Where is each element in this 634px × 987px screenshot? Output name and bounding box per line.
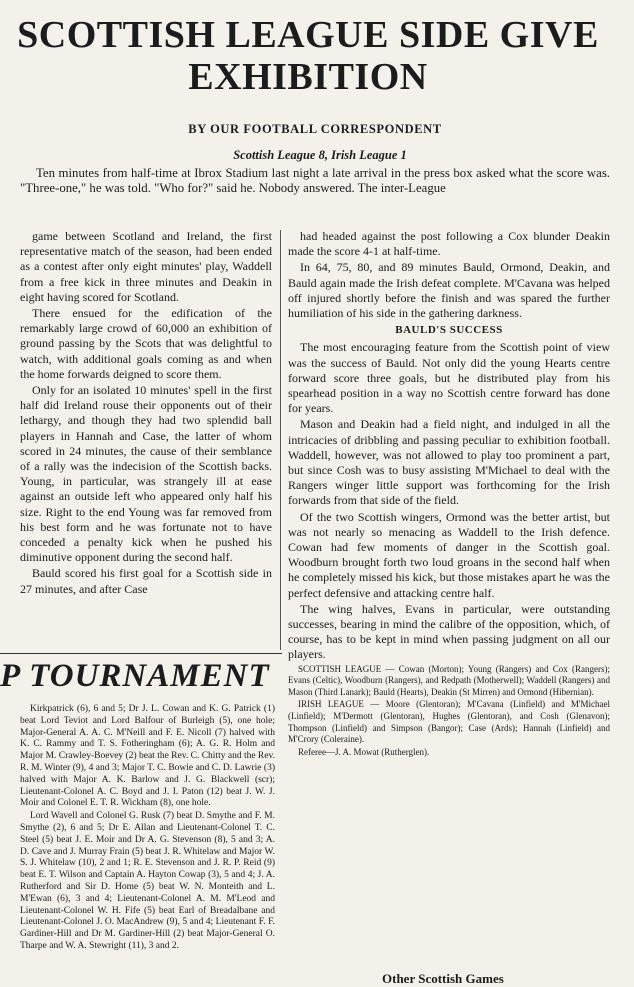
paragraph: Of the two Scottish wingers, Ormond was the better artist, but was not nearly so menacing as Waddell to the Irish defence. Cowan had few moments of danger in the Scottish goal. Woodburn brought forth two loud groans in the second half when he completely missed his kick, but those mistakes apart he was the perfect defensive and attacking centre half.: [288, 509, 610, 600]
section-rule: [0, 653, 282, 654]
paragraph: The wing halves, Evans in particular, were outstanding successes, bearing in mind the calibre of the opposition, which, of course, has to be kept in mind when passing judgment on all our players.: [288, 601, 610, 662]
paragraph: Lord Wavell and Colonel G. Rusk (7) beat D. Smythe and F. M. Smythe (2), 6 and 5; Dr E. Allan and Lieutenant-Colonel T. C. Steel (5) beat J. E. Moir and Dr A. G. Stevenson (8), 5 and 3; A. D. Cave and J. Murray Frain (5) beat J. R. Whitelaw and Major W. S. J. Whitelaw (10), 2 and 1; R. E. Stevenson and J. R. P. Reid (9) beat E. T. Wilson and Captain A. Hayton Cowap (3), 5 and 4; J. A. Rutherford and Sir D. Home (5) beat W. N. Monteith and L. M'Ewan (6), 3 and 4; Lieutenant-Colonel A. M. M'Leod and Lieutenant-Colonel W. H. Fife (5) beat Earl of Breadalbane and Lieutenant-Colonel J. O. MacAndrew (9), 5 and 4; Lieutenant F. F. Gardiner-Hill and Dr M. Gardiner-Hill (2) beat Major-General O. Tharpe and W. A. Stewright (11), 3 and 2.: [20, 811, 275, 951]
column-rule: [280, 230, 281, 650]
byline: BY OUR FOOTBALL CORRESPONDENT: [188, 122, 442, 136]
paragraph: Only for an isolated 10 minutes' spell in the first half did Ireland rouse their opponents out of their lethargy, and though they had two splendid ball players in Hannah and Case, the latter of whom scored in 24 minutes, the cause of their semblance of a rally was the indecision of the Scottish backs. Young, in particular, was strangely ill at ease against an outside left who appeared only half his size. Right to the end Young was far removed from his best form and he was fortunate not to have conceded a penalty kick when he pushed his diminutive opponent during the second half.: [20, 383, 272, 565]
headline-line-2: EXHIBITION: [188, 56, 428, 98]
paragraph: Kirkpatrick (6), 6 and 5; Dr J. L. Cowan and K. G. Patrick (1) beat Lord Teviot and Lord Balfour of Burleigh (5), one hole; Major-General A. A. C. M'Neill and F. E. Nicoll (7) halved with K. C. Rammy and T. S. Fotheringham (6); A. G. R. Holm and Major M. Crawley-Boevey (2) beat the Rev. C. Chitty and the Rev. R. M. Winter (9), 4 and 3; Major T. C. Bowie and C. D. Lawrie (3) halved with Major A. K. Barlow and J. G. Blackwell (scr); Lieutenant-Colonel A. C. Boyd and J. I. Paton (12) beat J. W. J. Moir and Colonel E. T. R. Wickham (8), one hole.: [20, 704, 275, 809]
next-article-heading: Other Scottish Games: [382, 971, 504, 986]
referee: Referee—J. A. Mowat (Rutherglen).: [298, 746, 430, 757]
paragraph: game between Scotland and Ireland, the first representative match of the season, had been ended as a contest after only eight minutes' play, Waddell from a free kick in three minutes and Deakin in eight having scored for Scotland.: [20, 229, 272, 304]
tournament-heading: P TOURNAMENT: [0, 658, 270, 694]
paragraph: Bauld scored his first goal for a Scottish side in 27 minutes, and after Case: [20, 566, 272, 596]
headline: [10, 14, 606, 98]
headline-line-1: SCOTTISH LEAGUE SIDE GIVE: [17, 14, 599, 56]
tournament-column: [20, 704, 275, 954]
paragraph: In 64, 75, 80, and 89 minutes Bauld, Ormond, Deakin, and Bauld again made the Irish defeat complete. M'Cavana was helped off injured shortly before the finish and was spared the further humiliation of his side in the gathering darkness.: [288, 260, 610, 321]
subheading: BAULD'S SUCCESS: [395, 324, 503, 337]
paragraph: The most encouraging feature from the Scottish point of view was the success of Bauld. Not only did the young Hearts centre forward score three goals, but he distributed play from his spearhead position in a way no Scottish centre forward has done for years.: [288, 340, 610, 416]
lead-paragraph: [20, 166, 610, 197]
article-column-right: [288, 229, 610, 759]
paragraph: had headed against the post following a Cox blunder Deakin made the score 4-1 at half-time.: [288, 229, 610, 259]
lead-text: Ten minutes from half-time at Ibrox Stadium last night a late arrival in the press box asked what the score was. "Three-one," he was told. "Who for?" said he. Nobody answered. The inter-League: [20, 166, 610, 196]
team-list: IRISH LEAGUE — Moore (Glentoran); M'Cavana (Linfield) and M'Michael (Linfield); M'Dermott (Glentoran), Hughes (Glentoran), and Cosh (Glenavon); Thompson (Linfield) and Simpson (Bangor); Case (Ards); Hannah (Linfield) and M'Crory (Coleraine).: [288, 699, 610, 745]
score-line: Scottish League 8, Irish League 1: [233, 148, 407, 162]
team-list: SCOTTISH LEAGUE — Cowan (Morton); Young (Rangers) and Cox (Rangers); Evans (Celtic), Woodburn (Rangers), and Redpath (Motherwell); Waddell (Rangers) and Mason (Third Lanark); Bauld (Hearts), Deakin (St Mirren) and Ormond (Hibernian).: [288, 663, 610, 697]
paragraph: There ensued for the edification of the remarkably large crowd of 60,000 an exhibition of ground passing by the Scots that was delightful to watch, with additional goals coming as and when the home forwards deigned to score them.: [20, 306, 272, 381]
article-column-left: [20, 229, 272, 598]
paragraph: Mason and Deakin had a field night, and indulged in all the intricacies of dribbling and passing peculiar to exhibition football. Waddell, however, was not allowed to play too prominent a part, but since Cosh was to busy assisting M'Michael to deal with the Rangers winger little support was forthcoming for the Irish forwards from that side of the field.: [288, 417, 610, 508]
